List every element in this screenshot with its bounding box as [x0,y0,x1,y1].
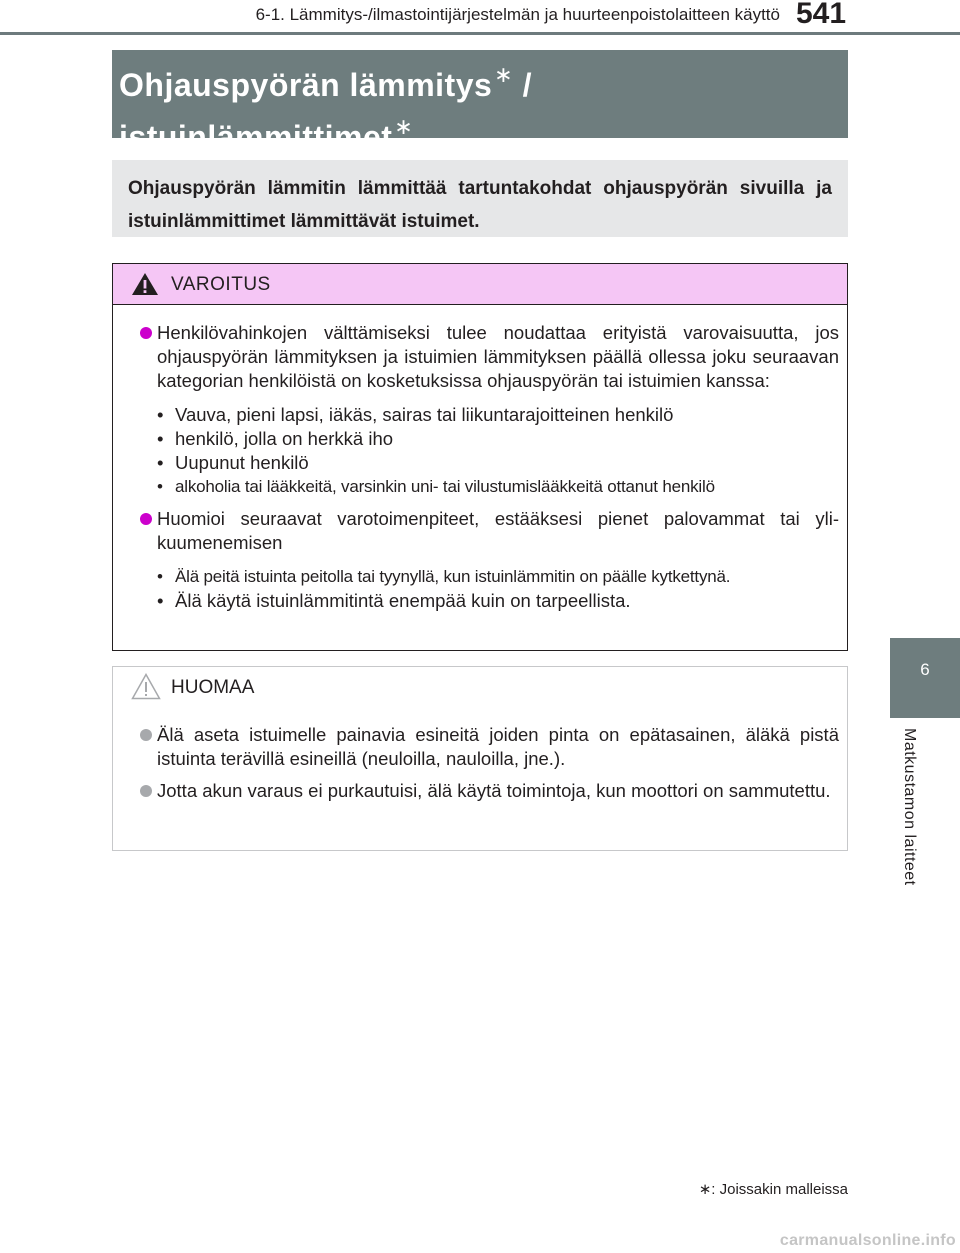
notice-item [140,779,839,803]
intro-text: Ohjauspyörän lämmitin lämmittää tartuntakohdat ohjauspyörän sivuilla ja istuinlämmittimet lämmittävät istuimet. [128,178,832,232]
bullet-dot [140,327,152,339]
warning-sublist [157,565,839,613]
bullet-dot [140,785,152,797]
notice-header [113,667,847,707]
section-title: 6-1. Lämmitys-/ilmastointijärjestelmän ja huurteenpoistolaitteen käyttö [255,5,780,24]
footnote-text: : Joissakin malleissa [711,1181,848,1198]
warning-item [140,507,839,555]
list-item: • Vauva, pieni lapsi, iäkäs, sairas tai liikuntarajoitteinen henkilö [157,403,839,427]
notice-item-text: Älä aseta istuimelle painavia esineitä joiden pinta on epätasainen, äläkä pistä istuinta terävillä esineillä (neuloilla, nauloilla, jne.). [157,724,839,769]
list-item: • henkilö, jolla on herkkä iho [157,427,839,451]
warning-sublist [157,403,839,499]
bullet-dot [140,513,152,525]
bullet-dot [140,729,152,741]
warning-box [112,263,848,651]
list-item: • Uupunut henkilö [157,451,839,475]
footnote-symbol: ∗ [698,1181,712,1198]
page-title [112,50,848,155]
chapter-tab: 6 [890,638,960,718]
warning-icon [131,272,159,296]
title-line-2: istuinlämmittimet [119,119,393,155]
title-line-1: Ohjauspyörän lämmitys [119,67,493,103]
warning-item-text: Henkilövahinkojen välttämiseksi tulee noudattaa erityistä varovaisuutta, jos ohjauspyörän lämmityksen ja istuimien lämmityksen päällä ollessa joku seuraavan kategorian henkilöistä on kosketuksissa ohjauspyörän tai istuimien kanssa: [157,322,839,391]
notice-label: HUOMAA [171,677,255,698]
warning-label: VAROITUS [171,274,271,295]
intro-box [112,160,848,237]
footnote [600,1180,848,1198]
notice-box [112,666,848,851]
list-item: • Älä käytä istuinlämmitintä enempää kuin on tarpeellista. [157,589,839,613]
notice-item [140,723,839,771]
title-line-1-suffix: / [513,67,532,103]
notice-warning-icon [131,673,161,700]
page-number: 541 [796,0,847,30]
warning-item-text: Huomioi seuraavat varotoimenpiteet, estääksesi pienet palovammat tai yli-kuumenemisen [157,508,839,553]
notice-item-text: Jotta akun varaus ei purkautuisi, älä käytä toimintoja, kun moottori on sammutettu. [157,780,831,801]
list-item: • Älä peitä istuinta peitolla tai tyynyllä, kun istuinlämmitin on päälle kytkettynä. [157,565,839,589]
warning-header [113,264,847,305]
header-rule [0,32,960,35]
title-asterisk-2: ∗ [394,114,414,139]
chapter-label: Matkustamon laitteet [901,728,918,886]
list-item: • alkoholia tai lääkkeitä, varsinkin uni- tai vilustumislääkkeitä ottanut henkilö [157,475,839,499]
watermark: carmanualsonline.info [779,1232,956,1249]
warning-item [140,321,839,393]
title-asterisk-1: ∗ [494,62,514,87]
